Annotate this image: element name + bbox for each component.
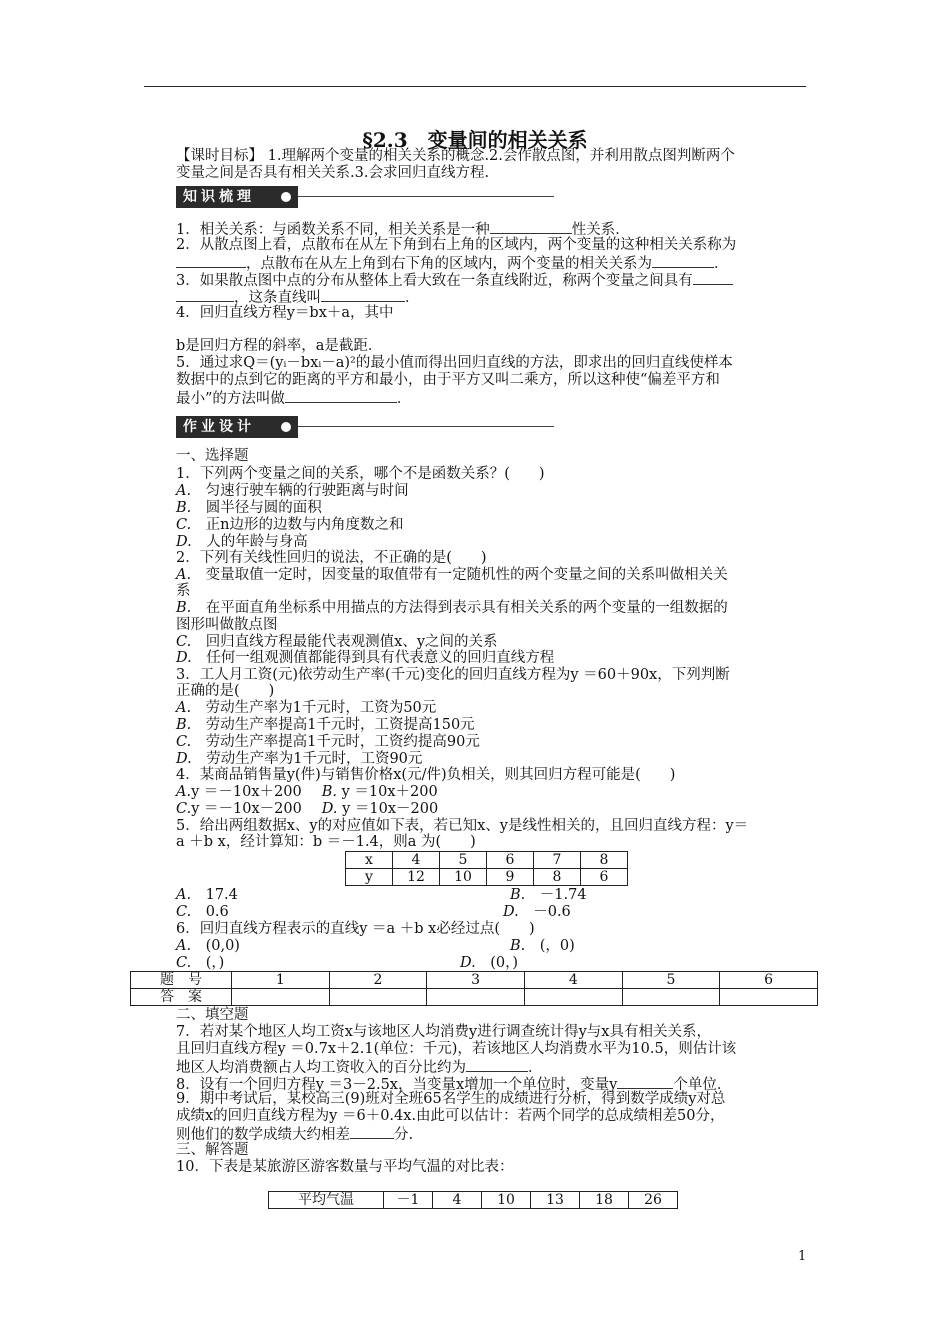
q1-option-b: B. 圆半径与圆的面积	[176, 500, 322, 516]
q2-option-a-cont: 系	[176, 583, 191, 599]
q5-stem: 5．给出两组数据x、y的对应值如下表，若已知x、y是线性相关的，且回归直线方程：y＝	[176, 818, 749, 834]
q1-option-c: C. 正n边形的边数与内角度数之和	[176, 517, 404, 533]
q2-option-d: D. 任何一组观测值都能得到具有代表意义的回归直线方程	[176, 650, 555, 666]
q4-stem: 4．某商品销售量y(件)与销售价格x(元/件)负相关，则其回归方程可能是( )	[176, 767, 676, 783]
bullet-icon	[281, 422, 291, 432]
answer-cell[interactable]	[622, 989, 720, 1006]
knowledge-item-2-cont: ，点散布在从左上角到右下角的区域内，两个变量的相关关系为 ．	[176, 254, 729, 273]
table-row: 平均气温 －1 4 10 13 18 26	[269, 1192, 678, 1209]
part-3-heading: 三、解答题	[176, 1142, 249, 1158]
answer-cell[interactable]	[427, 989, 525, 1006]
q6-option-d: D. (0，)	[460, 955, 519, 971]
knowledge-item-5: 5．通过求Q＝(yᵢ－bxᵢ－a)²的最小值而得出回归直线的方法，即求出的回归直线使样本	[176, 355, 733, 371]
q7-line-3: 地区人均消费额占人均工资收入的百分比约为 ．	[176, 1060, 543, 1076]
q3-stem: 3．工人月工资(元)依劳动生产率(千元)变化的回归直线方程为y ＝60＋90x，下列判断	[176, 667, 730, 683]
answer-table	[130, 971, 818, 1006]
knowledge-item-3-cont: ，这条直线叫 ．	[176, 288, 420, 307]
q2-option-b-cont: 图形叫做散点图	[176, 617, 278, 633]
answer-cell[interactable]	[232, 989, 330, 1006]
objective-line-1: 【课时目标】 1.理解两个变量的相关关系的概念.2.会作散点图，并利用散点图判断两个	[176, 148, 735, 164]
objective-line-2: 变量之间是否具有相关关系.3.会求回归直线方程.	[176, 165, 490, 181]
answer-cell[interactable]	[720, 989, 818, 1006]
page-title: §2.3 变量间的相关关系	[362, 128, 588, 152]
q10-stem: 10．下表是某旅游区游客数量与平均气温的对比表：	[176, 1159, 514, 1175]
section-label: 作业设计	[176, 416, 298, 438]
q2-option-b: B. 在平面直角坐标系中用描点的方法得到表示具有相关关系的两个变量的一组数据的	[176, 600, 728, 616]
part-2-heading: 二、填空题	[176, 1007, 249, 1023]
q2-stem: 2．下列有关线性回归的说法，不正确的是( )	[176, 550, 487, 566]
answer-cell[interactable]	[524, 989, 622, 1006]
table-row: x 4 5 6 7 8	[346, 852, 628, 869]
q6-option-b: B. (，0)	[510, 938, 575, 954]
q2-option-a: A. 变量取值一定时，因变量的取值带有一定随机性的两个变量之间的关系叫做相关关	[176, 567, 728, 583]
q2-option-c: C. 回归直线方程最能代表观测值x、y之间的关系	[176, 634, 498, 650]
q5-option-d: D. －0.6	[503, 904, 571, 920]
q5-stem-cont: a ＋b x，经计算知：b ＝－1.4，则a 为( )	[176, 834, 476, 850]
knowledge-item-2: 2．从散点图上看，点散布在从左下角到右上角的区域内，两个变量的这种相关关系称为	[176, 237, 737, 253]
section-label: 知识梳理	[176, 186, 298, 208]
header-rule	[144, 86, 806, 87]
q4-options-cd: C.y ＝－10x－200 D. y ＝10x－200	[176, 801, 439, 817]
table-row: 题 号 1 2 3 4 5 6	[131, 972, 818, 989]
q3-option-b: B. 劳动生产率提高1千元时，工资提高150元	[176, 717, 475, 733]
knowledge-item-4-note: b是回归方程的斜率，a是截距．	[176, 338, 383, 354]
q3-option-d: D. 劳动生产率为1千元时，工资90元	[176, 751, 423, 767]
q3-stem-cont: 正确的是( )	[176, 683, 275, 699]
knowledge-item-4: 4．回归直线方程y＝bx＋a，其中	[176, 305, 394, 321]
q1-option-d: D. 人的年龄与身高	[176, 534, 308, 550]
q5-option-c: C. 0.6	[176, 904, 229, 920]
section-header-knowledge	[176, 186, 554, 208]
q7-line-1: 7．若对某个地区人均工资x与该地区人均消费y进行调查统计得y与x具有相关关系，	[176, 1024, 711, 1040]
knowledge-item-5-line3: 最小”的方法叫做 ．	[176, 391, 412, 407]
bullet-icon	[281, 192, 291, 202]
answer-cell[interactable]	[329, 989, 427, 1006]
q1-stem: 1．下列两个变量之间的关系，哪个不是函数关系？( )	[176, 466, 545, 482]
q6-stem: 6．回归直线方程表示的直线y ＝a ＋b x必经过点( )	[176, 921, 535, 937]
q4-options-ab: A.y ＝－10x＋200 B. y ＝10x＋200	[176, 784, 438, 800]
knowledge-item-5-line2: 数据中的点到它的距离的平方和最小，由于平方又叫二乘方，所以这种使“偏差平方和	[176, 372, 720, 388]
page-number: 1	[798, 1249, 807, 1264]
q9-line-2: 成绩x的回归直线方程为y ＝6＋0.4x.由此可以估计：若两个同学的总成绩相差50分，	[176, 1108, 725, 1124]
q3-option-c: C. 劳动生产率提高1千元时，工资约提高90元	[176, 734, 480, 750]
knowledge-item-3: 3．如果散点图中点的分布从整体上看大致在一条直线附近，称两个变量之间具有	[176, 271, 733, 290]
section-header-homework	[176, 416, 554, 438]
q9-line-1: 9．期中考试后，某校高三(9)班对全班65名学生的成绩进行分析，得到数学成绩y对总	[176, 1091, 726, 1107]
part-1-heading: 一、选择题	[176, 448, 249, 464]
q5-option-b: B. －1.74	[510, 887, 587, 903]
q5-option-a: A. 17.4	[176, 887, 238, 903]
q7-line-2: 且回归直线方程y ＝0.7x＋2.1(单位：千元)，若该地区人均消费水平为10.5，则估计该	[176, 1041, 737, 1057]
q6-option-c: C. (，)	[176, 955, 225, 971]
q5-data-table	[345, 851, 628, 886]
table-row: 答 案	[131, 989, 818, 1006]
q6-option-a: A. (0,0)	[176, 938, 240, 954]
q1-option-a: A. 匀速行驶车辆的行驶距离与时间	[176, 483, 409, 499]
knowledge-item-1: 1．相关关系：与函数关系不同，相关关系是一种 性关系．	[176, 222, 630, 238]
q10-data-table	[268, 1191, 678, 1209]
q3-option-a: A. 劳动生产率为1千元时，工资为50元	[176, 700, 437, 716]
table-row: y 12 10 9 8 6	[346, 869, 628, 886]
q9-line-3: 则他们的数学成绩大约相差 分.	[176, 1127, 414, 1143]
q8: 8．设有一个回归方程y ＝3－2.5x，当变量x增加一个单位时，变量y 个单位．	[176, 1077, 732, 1093]
